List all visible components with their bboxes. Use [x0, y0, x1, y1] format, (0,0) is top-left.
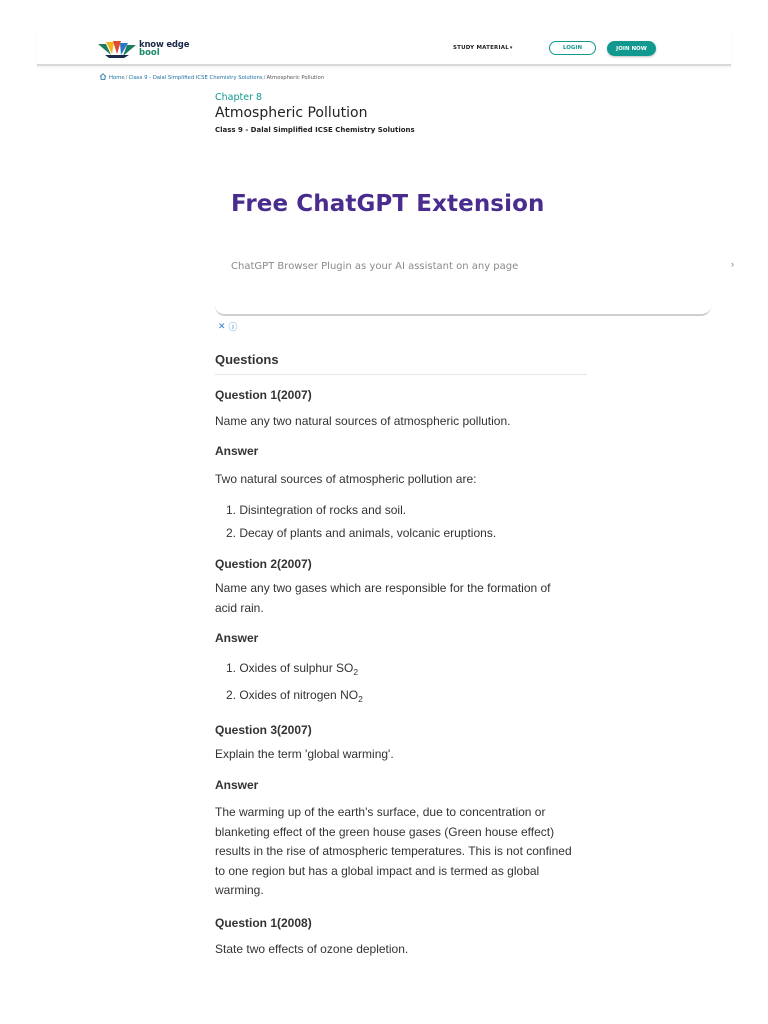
breadcrumb-current: Atmospheric Pollution [266, 74, 325, 81]
chapter-label: Chapter 8 [215, 92, 263, 103]
question-text: State two effects of ozone depletion. [215, 942, 409, 956]
breadcrumb-home[interactable]: Home [109, 74, 125, 81]
question-title: Question 2(2007) [215, 557, 312, 571]
answer-text: The warming up of the earth's surface, due to concentration or blanketing effect of the green house gases (Green house effect) results in the rise of atmospheric temperatures. This is not confined to one region but has a global impact and is termed as global warming. [215, 805, 572, 897]
study-material-menu[interactable] [453, 45, 513, 51]
answer-label: Answer [215, 631, 259, 645]
question-title: Question 3(2007) [215, 723, 312, 737]
ad-arrow-icon[interactable]: › [731, 259, 734, 269]
answer-text: Two natural sources of atmospheric pollution are: [215, 472, 477, 486]
subscript: 2 [353, 667, 359, 677]
login-button[interactable]: LOGIN [549, 41, 596, 55]
question-text: Name any two natural sources of atmospheric pollution. [215, 414, 511, 428]
ad-title[interactable]: Free ChatGPT Extension [231, 191, 545, 217]
list-item-text: 2. Oxides of nitrogen NO [226, 688, 359, 702]
ad-close-icon[interactable]: ✕ [218, 321, 226, 331]
answer-label: Answer [215, 778, 259, 792]
page-subtitle: Class 9 - Dalal Simplified ICSE Chemistry Solutions [215, 126, 415, 134]
list-item [226, 661, 358, 677]
breadcrumb-class[interactable]: Class 9 - Dalal Simplified ICSE Chemistry Solutions [128, 74, 263, 81]
boat-logo-icon [97, 40, 137, 58]
study-material-label: STUDY MATERIAL [453, 45, 509, 51]
list-item-text: 1. Oxides of sulphur SO [226, 661, 354, 675]
logo-line2: bool [139, 48, 160, 58]
list-item: 2. Decay of plants and animals, volcanic eruptions. [226, 526, 497, 540]
page-title: Atmospheric Pollution [215, 105, 368, 121]
answer-label: Answer [215, 444, 259, 458]
ad-choices[interactable] [218, 320, 238, 333]
question-text: Explain the term 'global warming'. [215, 747, 394, 761]
question-title: Question 1(2007) [215, 388, 312, 402]
top-navbar [37, 32, 731, 66]
knowledgeboat-logo[interactable] [97, 40, 189, 58]
question-title: Question 1(2008) [215, 916, 312, 930]
ad-subtitle: ChatGPT Browser Plugin as your AI assistant on any page [231, 261, 519, 272]
advertisement-banner[interactable] [215, 178, 711, 316]
logo-line1: know edge [139, 40, 190, 50]
home-icon[interactable] [99, 73, 107, 82]
list-item: 1. Disintegration of rocks and soil. [226, 503, 407, 517]
chevron-down-icon: ▾ [509, 45, 513, 51]
join-now-button[interactable]: JOIN NOW [607, 41, 656, 56]
questions-heading: Questions [215, 352, 279, 367]
logo-wordmark [139, 41, 189, 57]
divider [215, 374, 587, 375]
breadcrumb [99, 73, 324, 82]
subscript: 2 [358, 694, 363, 704]
breadcrumb-separator: / [263, 74, 266, 81]
question-text: Name any two gases which are responsible for the formation of acid rain. [215, 581, 551, 615]
breadcrumb-separator: / [125, 74, 128, 81]
ad-info-icon[interactable]: ⓘ [228, 322, 238, 332]
list-item [226, 688, 363, 704]
